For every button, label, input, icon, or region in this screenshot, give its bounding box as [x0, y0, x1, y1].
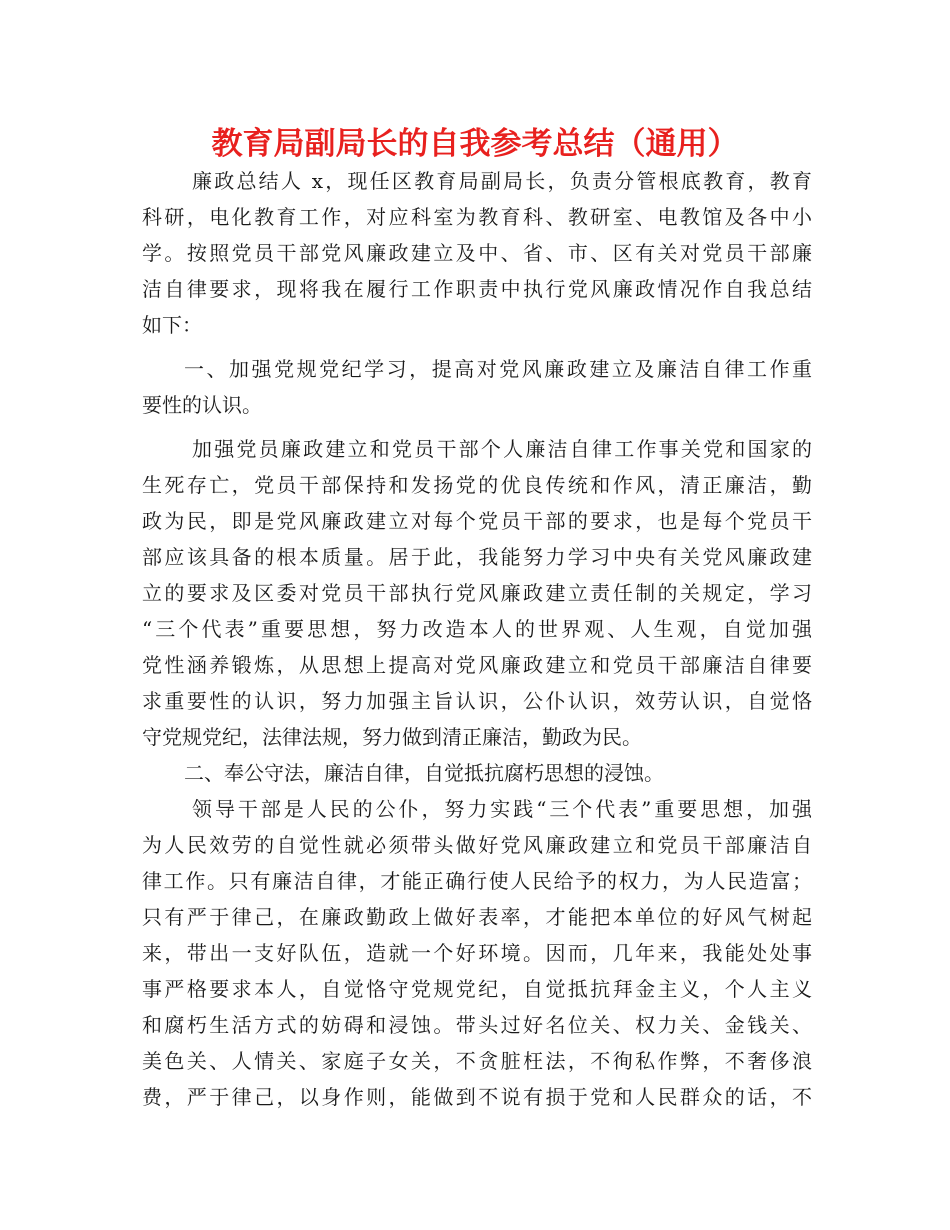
- text-line: 部应该具备的根本质量。居于此，我能努力学习中央有关党风廉政建: [142, 545, 812, 569]
- text-line: 政为民，即是党风廉政建立对每个党员干部的要求，也是每个党员干: [142, 509, 812, 533]
- document-body: [142, 163, 812, 1115]
- text-line: 如下：: [142, 313, 202, 337]
- text-line: 生死存亡，党员干部保持和发扬党的优良传统和作风，清正廉洁，勤: [142, 473, 812, 497]
- document-title: 教育局副局长的自我参考总结（通用）: [211, 126, 739, 162]
- text-line: 只有严于律己，在廉政勤政上做好表率，才能把本单位的好风气树起: [142, 905, 812, 929]
- text-line: 党性涵养锻炼，从思想上提高对党风廉政建立和党员干部廉洁自律要: [142, 653, 812, 677]
- section-heading: 一、加强党规党纪学习，提高对党风廉政建立及廉洁自律工作重: [184, 357, 812, 381]
- text-line: 洁自律要求，现将我在履行工作职责中执行党风廉政情况作自我总结: [142, 277, 812, 301]
- text-line: 领导干部是人民的公仆，努力实践“三个代表”重要思想，加强: [192, 797, 812, 821]
- text-line: 美色关、人情关、家庭子女关，不贪脏枉法，不徇私作弊，不奢侈浪: [142, 1049, 812, 1073]
- text-line: 学。按照党员干部党风廉政建立及中、省、市、区有关对党员干部廉: [142, 241, 812, 265]
- text-line: 加强党员廉政建立和党员干部个人廉洁自律工作事关党和国家的: [192, 437, 812, 461]
- text-line: 守党规党纪，法律法规，努力做到清正廉洁，勤政为民。: [142, 725, 642, 749]
- text-line: 来，带出一支好队伍，造就一个好环境。因而，几年来，我能处处事: [142, 941, 812, 965]
- text-line: 事严格要求本人，自觉恪守党规党纪，自觉抵抗拜金主义，个人主义: [142, 977, 812, 1001]
- text-line: 立的要求及区委对党员干部执行党风廉政建立责任制的关规定，学习: [142, 581, 812, 605]
- section-heading: 二、奉公守法，廉洁自律，自觉抵抗腐朽思想的浸蚀。: [184, 761, 664, 785]
- text-line: 科研，电化教育工作，对应科室为教育科、教研室、电教馆及各中小: [142, 205, 812, 229]
- text-line: “三个代表”重要思想，努力改造本人的世界观、人生观，自觉加强: [142, 617, 812, 641]
- text-line: 律工作。只有廉洁自律，才能正确行使人民给予的权力，为人民造富；: [142, 869, 812, 893]
- text-line: 要性的认识。: [142, 393, 262, 417]
- text-line: 廉政总结人 x，现任区教育局副局长，负责分管根底教育，教育: [192, 169, 812, 193]
- text-line: 和腐朽生活方式的妨碍和浸蚀。带头过好名位关、权力关、金钱关、: [142, 1013, 812, 1037]
- text-line: 求重要性的认识，努力加强主旨认识，公仆认识，效劳认识，自觉恪: [142, 689, 812, 713]
- text-line: 费，严于律己，以身作则，能做到不说有损于党和人民群众的话，不: [142, 1085, 812, 1109]
- text-line: 为人民效劳的自觉性就必须带头做好党风廉政建立和党员干部廉洁自: [142, 833, 812, 857]
